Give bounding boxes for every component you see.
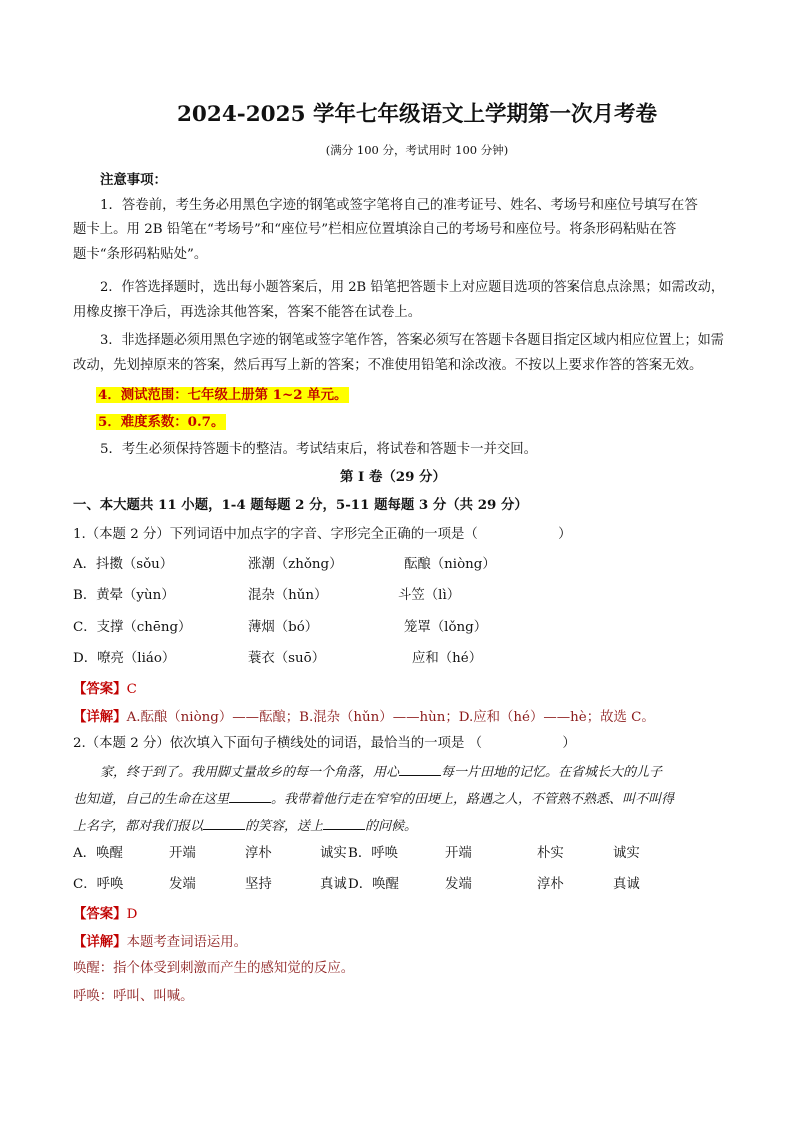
q2-passage-line2: [73, 790, 674, 809]
q2-passage-line1: [100, 763, 662, 782]
q1-option-b-1: B．黄晕（yùn）: [73, 588, 175, 603]
q1-option-b-2: 混杂（hǔn）: [248, 588, 328, 603]
q2-passage-2b: 。我带着他行走在窄窄的田埂上，路遇之人，不管熟不熟悉、叫不叫得: [271, 792, 675, 807]
q1-option-c-2: 薄烟（bó）: [248, 620, 319, 635]
q1-option-d-3: 应和（hé）: [412, 651, 483, 666]
q2-answer: [73, 905, 137, 924]
notice-item4: [96, 386, 349, 405]
q2-blank-3: [203, 817, 245, 830]
q2-row1-c8: 诚实: [613, 846, 640, 861]
notice-heading: 注意事项：: [100, 172, 167, 188]
q1-option-c-3: 笼罩（lǒng）: [404, 620, 488, 635]
notice-item3-line2: 改动，先划掉原来的答案，然后再写上新的答案；不准使用铅笔和涂改液。不按以上要求作答的答案无效。: [73, 358, 703, 373]
q2-passage-1a: 家，终于到了。我用脚丈量故乡的每一个角落，用心: [100, 765, 400, 780]
notice-item1-line2: 题卡上。用 2B 铅笔在“考场号”和“座位号”栏相应位置填涂自己的考场号和座位号。将条形码粘贴在答: [73, 222, 677, 237]
q2-row2-c4: 真诚: [320, 877, 347, 892]
q2-definition-1: 唤醒：指个体受到刺激而产生的感知觉的反应。: [73, 961, 355, 976]
page-subtitle: (满分 100 分，考试用时 100 分钟): [325, 143, 509, 157]
q2-detail: [73, 933, 247, 952]
q2-row2-c6: 发端: [445, 877, 472, 892]
notice-item1-line3: 题卡“条形码粘贴处”。: [73, 247, 208, 262]
q1-option-c-1: C．支撑（chēng）: [73, 620, 192, 635]
q2-blank-1: [399, 763, 441, 776]
notice-item2-line2: 用橡皮擦干净后，再选涂其他答案，答案不能答在试卷上。: [73, 305, 422, 320]
notice-item6: 5．考生必须保持答题卡的整洁。考试结束后，将试卷和答题卡一并交回。: [100, 442, 538, 457]
q1-option-a-3: 酝酿（niòng）: [404, 557, 496, 572]
q2-detail-label: 【详解】: [73, 934, 127, 950]
q2-row1-c6: 开端: [445, 846, 472, 861]
q1-answer-label: 【答案】: [73, 681, 127, 697]
q2-row1-c2: 开端: [169, 846, 196, 861]
q1-stem: 1.（本题 2 分）下列词语中加点字的字音、字形完全正确的一项是（ ）: [73, 527, 572, 542]
q2-passage-line3: [73, 817, 417, 836]
part1-heading: 一、本大题共 11 小题，1-4 题每题 2 分，5-11 题每题 3 分（共 29 分）: [73, 497, 528, 513]
q2-row2-c1: C．呼唤: [73, 877, 124, 892]
notice-item2-line1: 2．作答选择题时，选出每小题答案后，用 2B 铅笔把答题卡上对应题目选项的答案信息点涂黑；如需改动，: [100, 280, 724, 295]
q1-option-a-1: A．抖擞（sǒu）: [73, 557, 174, 572]
q2-blank-4: [323, 817, 365, 830]
q2-stem: 2.（本题 2 分）依次填入下面句子横线处的词语，最恰当的一项是 （ ）: [73, 736, 576, 751]
q1-detail-label: 【详解】: [73, 709, 127, 725]
q2-passage-1b: 每一片田地的记忆。在省城长大的儿子: [441, 765, 663, 780]
q2-row1-c7: 朴实: [537, 846, 564, 861]
q2-answer-label: 【答案】: [73, 906, 127, 922]
q1-detail: [73, 708, 655, 727]
q1-answer: [73, 680, 137, 699]
q1-detail-text: A.酝酿（niòng）——酝酿；B.混杂（hǔn）——hùn；D.应和（hé）——hè；故选 C。: [126, 710, 655, 725]
q2-row2-c8: 真诚: [613, 877, 640, 892]
q2-passage-3a: 上名字，都对我们报以: [73, 819, 204, 834]
q2-row2-c3: 坚持: [245, 877, 272, 892]
q2-row1-c5: B．呼唤: [348, 846, 399, 861]
q2-detail-text: 本题考查词语运用。: [126, 935, 248, 950]
q2-passage-2a: 也知道，自己的生命在这里: [73, 792, 230, 807]
q2-blank-2: [229, 790, 271, 803]
notice-item5: [96, 413, 226, 432]
q1-option-a-2: 涨潮（zhǒng）: [248, 557, 343, 572]
q1-option-b-3: 斗笠（lì）: [398, 588, 461, 603]
q2-row2-c5: D．唤醒: [348, 877, 399, 892]
q2-definition-2: 呼唤：呼叫、叫喊。: [73, 989, 194, 1004]
page-title: 2024-2025 学年七年级语文上学期第一次月考卷: [176, 102, 658, 127]
q2-row1-c3: 淳朴: [245, 846, 272, 861]
volume-heading: 第 I 卷（29 分）: [340, 469, 446, 485]
q2-row2-c7: 淳朴: [537, 877, 564, 892]
notice-item3-line1: 3．非选择题必须用黑色字迹的钢笔或签字笔作答，答案必须写在答题卡各题目指定区域内相应位置上；如需: [100, 333, 724, 348]
q1-answer-value: C: [126, 682, 137, 697]
q2-row2-c2: 发端: [169, 877, 196, 892]
difficulty-highlight: 5．难度系数：0.7。: [98, 414, 225, 430]
q2-row1-c1: A．唤醒: [73, 846, 123, 861]
test-scope-highlight: 4．测试范围：七年级上册第 1~2 单元。: [98, 387, 348, 403]
q2-answer-value: D: [126, 907, 138, 922]
q1-option-d-2: 蓑衣（suō）: [248, 651, 326, 666]
q2-passage-3b: 的笑容，送上: [245, 819, 324, 834]
q2-passage-3c: 的问候。: [365, 819, 418, 834]
notice-item1-line1: 1．答卷前，考生务必用黑色字迹的钢笔或签字笔将自己的准考证号、姓名、考场号和座位号填写在答: [100, 198, 698, 213]
q2-row1-c4: 诚实: [320, 846, 347, 861]
q1-option-d-1: D．嘹亮（liáo）: [73, 651, 176, 666]
